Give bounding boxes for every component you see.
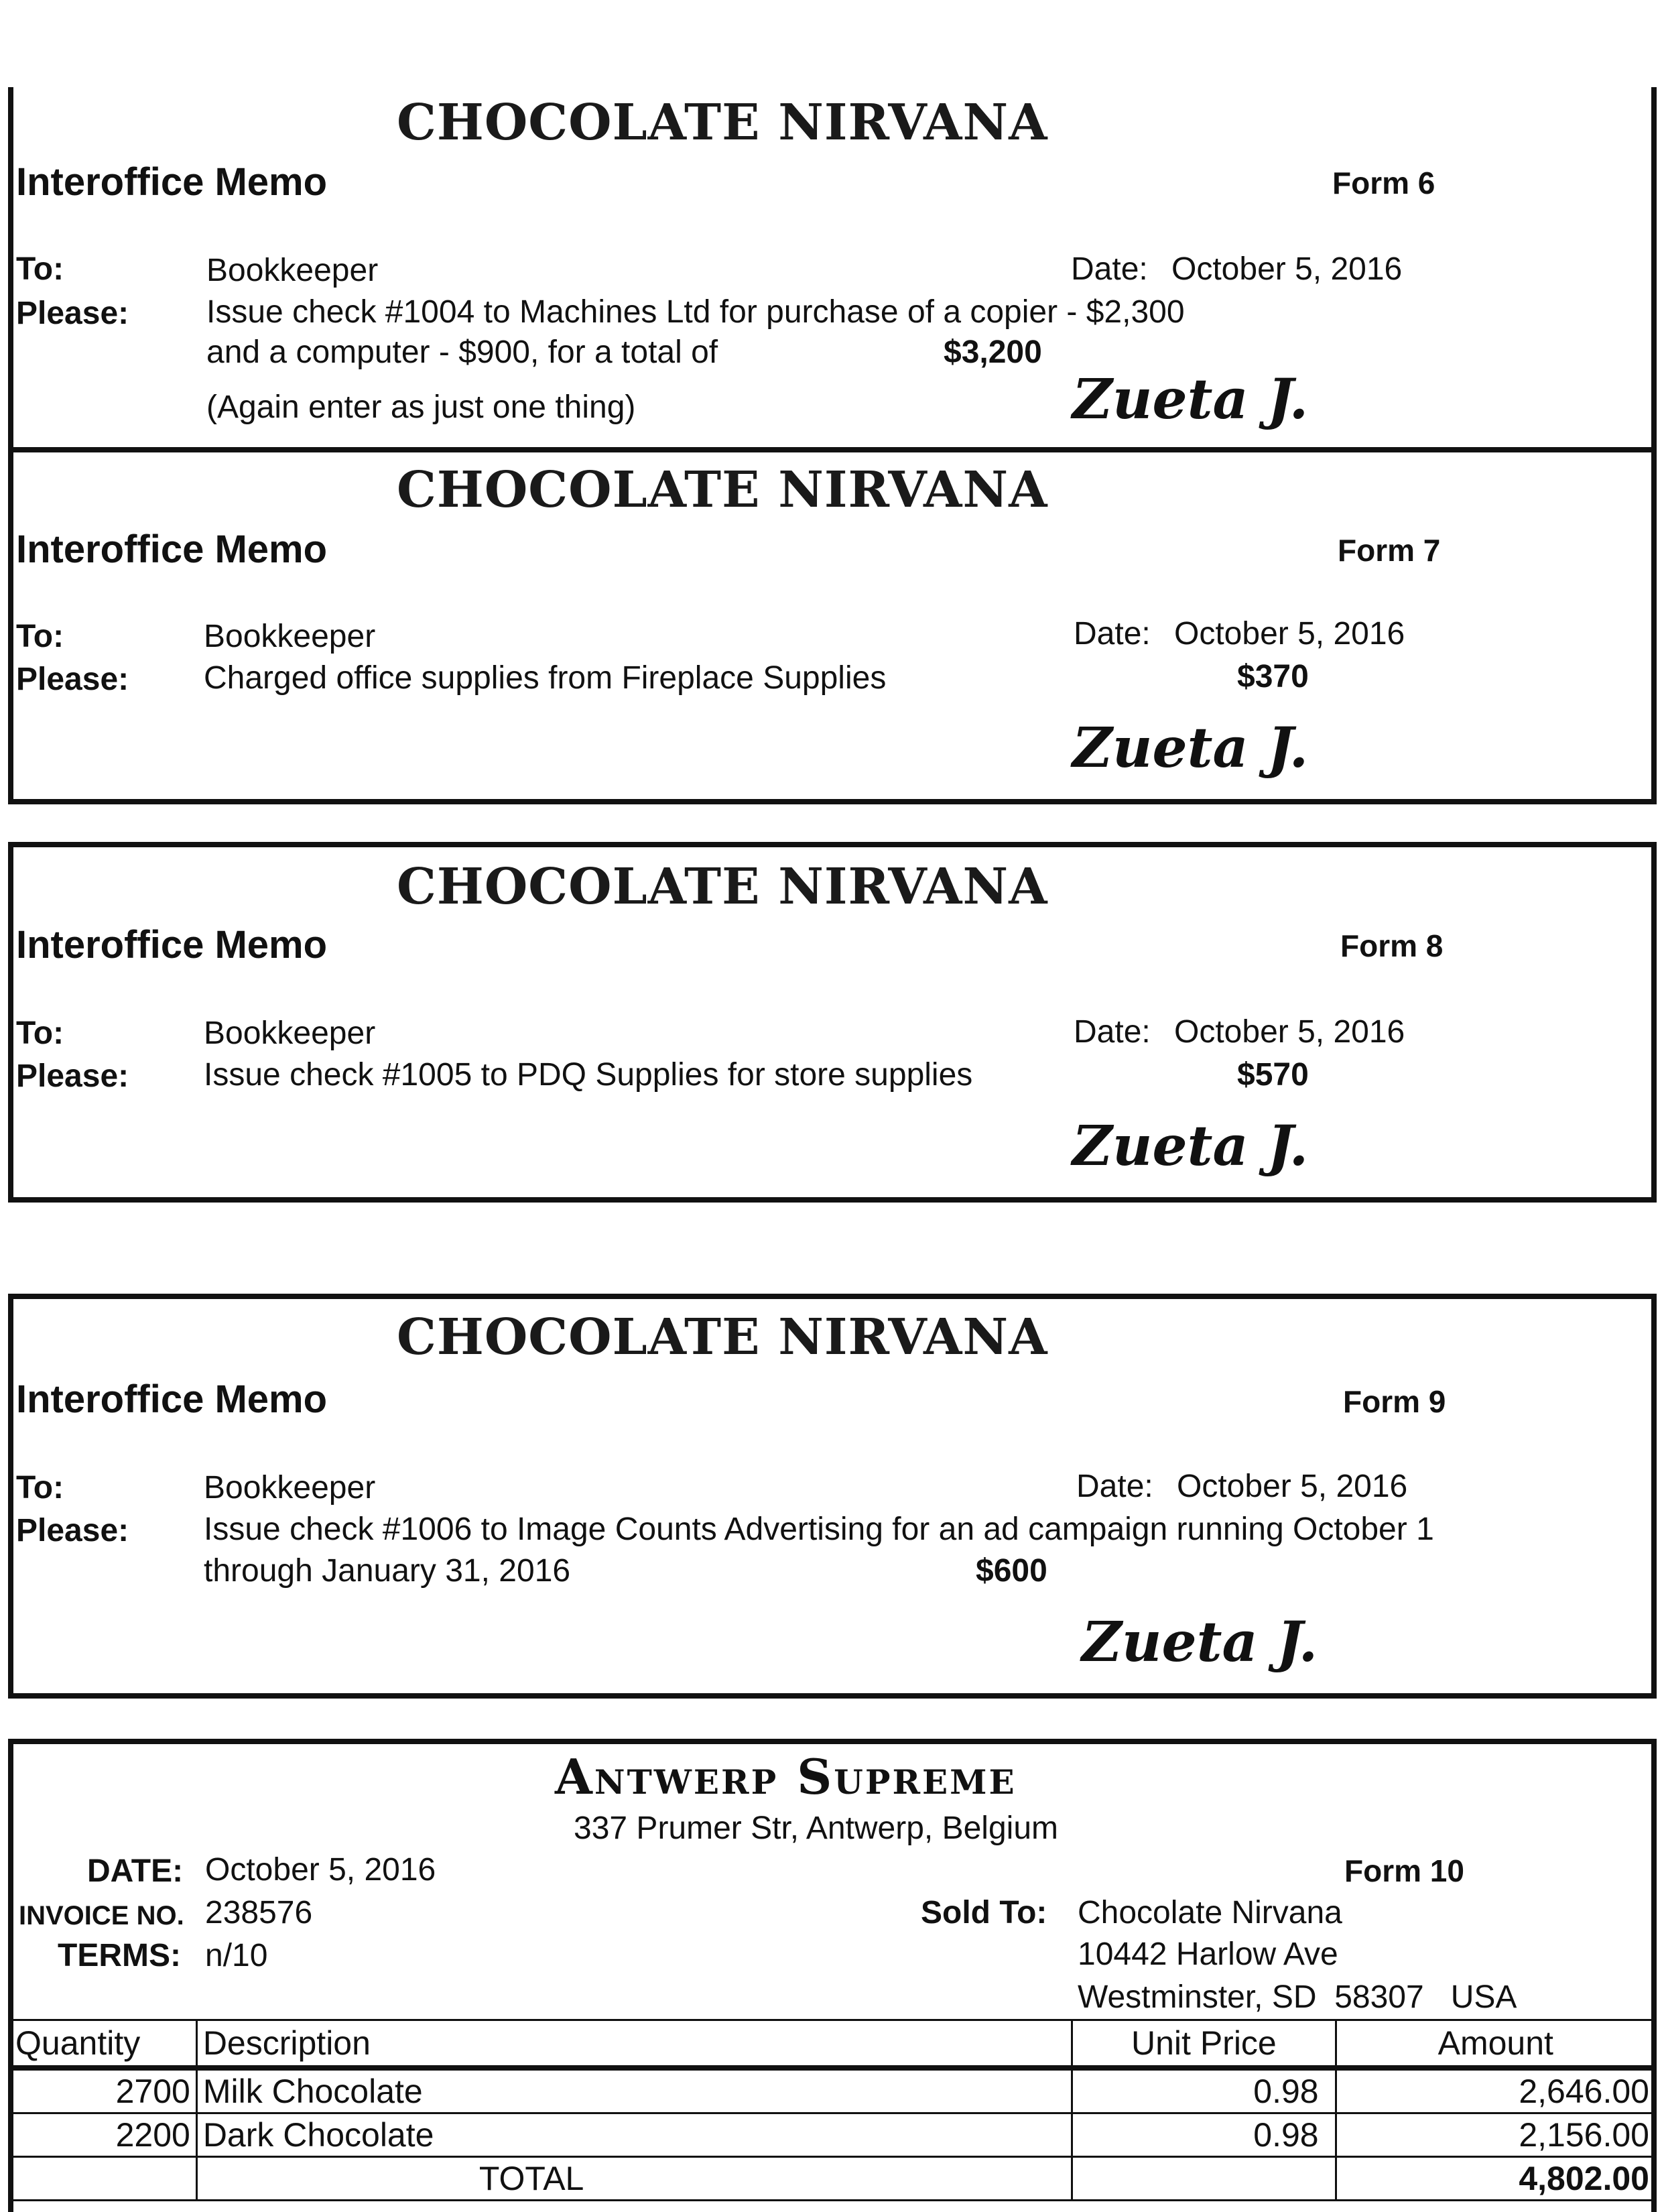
invoice-items-table bbox=[8, 2019, 1657, 2201]
column-header-unit-price: Unit Price bbox=[1072, 2020, 1336, 2069]
memo-brand: CHOCOLATE NIRVANA bbox=[397, 1308, 1048, 1366]
memo-to-label: To: bbox=[16, 1470, 64, 1506]
invoice-address: 337 Prumer Str, Antwerp, Belgium bbox=[574, 1810, 1058, 1846]
memo-form-number: Form 9 bbox=[1343, 1384, 1446, 1419]
memo-line-1: Charged office supplies from Fireplace Supplies bbox=[204, 660, 887, 696]
invoice-terms: n/10 bbox=[205, 1938, 268, 1973]
invoice-date-label: DATE: bbox=[87, 1853, 184, 1889]
column-header-quantity: Quantity bbox=[9, 2020, 197, 2069]
memo-heading: Interoffice Memo bbox=[16, 923, 328, 967]
memo-to: Bookkeeper bbox=[206, 253, 379, 288]
row-unit-price: 0.98 bbox=[1072, 2068, 1336, 2113]
memo-amount: $370 bbox=[1237, 659, 1309, 694]
table-row bbox=[9, 2113, 1656, 2157]
memo-brand: CHOCOLATE NIRVANA bbox=[397, 858, 1048, 916]
memo-form-number: Form 6 bbox=[1332, 166, 1435, 200]
table-header-row bbox=[9, 2020, 1656, 2069]
memo-please-label: Please: bbox=[16, 1058, 129, 1094]
memo-to: Bookkeeper bbox=[204, 1470, 376, 1506]
memo-date-label: Date: bbox=[1074, 616, 1151, 652]
memo-date: October 5, 2016 bbox=[1174, 616, 1405, 652]
memo-line-2: through January 31, 2016 bbox=[204, 1553, 571, 1589]
invoice-sold-to-line-1: Chocolate Nirvana bbox=[1078, 1895, 1342, 1930]
memo-amount: $570 bbox=[1237, 1057, 1309, 1093]
invoice-terms-label: TERMS: bbox=[58, 1938, 181, 1973]
memo-form-number: Form 7 bbox=[1338, 533, 1441, 568]
memo-to: Bookkeeper bbox=[204, 619, 376, 654]
memo-brand: CHOCOLATE NIRVANA bbox=[397, 461, 1048, 519]
row-description: Milk Chocolate bbox=[196, 2068, 1072, 2113]
memo-date-label: Date: bbox=[1071, 251, 1148, 287]
memo-brand: CHOCOLATE NIRVANA bbox=[397, 94, 1048, 151]
row-quantity: 2200 bbox=[9, 2113, 197, 2157]
memo-to: Bookkeeper bbox=[204, 1016, 376, 1051]
memo-line-1: Issue check #1004 to Machines Ltd for purchase of a copier - $2,300 bbox=[206, 294, 1185, 330]
memo-line-3: (Again enter as just one thing) bbox=[206, 389, 636, 425]
row-description: Dark Chocolate bbox=[196, 2113, 1072, 2157]
total-label: TOTAL bbox=[196, 2157, 1072, 2201]
memo-date-label: Date: bbox=[1074, 1014, 1151, 1050]
memo-please-label: Please: bbox=[16, 662, 129, 697]
memo-amount: $600 bbox=[976, 1553, 1047, 1589]
invoice-number-label: INVOICE NO. bbox=[19, 1901, 184, 1930]
invoice-company: Antwerp Supreme bbox=[555, 1748, 1017, 1805]
memo-please-label: Please: bbox=[16, 1513, 129, 1548]
invoice-sold-to-line-3: Westminster, SD 58307 USA bbox=[1078, 1979, 1517, 2015]
memo-please-label: Please: bbox=[16, 296, 129, 331]
memo-date: October 5, 2016 bbox=[1174, 1014, 1405, 1050]
memo-to-label: To: bbox=[16, 251, 64, 287]
invoice-sold-to-label: Sold To: bbox=[921, 1895, 1047, 1930]
column-header-description: Description bbox=[196, 2020, 1072, 2069]
memo-date: October 5, 2016 bbox=[1177, 1469, 1408, 1504]
memo-date-label: Date: bbox=[1076, 1469, 1153, 1504]
invoice-form-number: Form 10 bbox=[1344, 1853, 1464, 1888]
invoice-sold-to-line-2: 10442 Harlow Ave bbox=[1078, 1937, 1338, 1972]
row-unit-price: 0.98 bbox=[1072, 2113, 1336, 2157]
memo-signature: Zueta J. bbox=[1072, 367, 1309, 432]
memo-date: October 5, 2016 bbox=[1171, 251, 1403, 287]
row-quantity: 2700 bbox=[9, 2068, 197, 2113]
total-amount: 4,802.00 bbox=[1336, 2157, 1655, 2201]
memo-to-label: To: bbox=[16, 1016, 64, 1051]
table-row bbox=[9, 2068, 1656, 2113]
invoice-date: October 5, 2016 bbox=[205, 1852, 436, 1888]
memo-amount: $3,200 bbox=[944, 334, 1042, 370]
memo-signature: Zueta J. bbox=[1072, 1114, 1309, 1178]
row-amount: 2,156.00 bbox=[1336, 2113, 1655, 2157]
memo-form-number: Form 8 bbox=[1340, 928, 1444, 963]
memo-heading: Interoffice Memo bbox=[16, 160, 328, 204]
memo-heading: Interoffice Memo bbox=[16, 1377, 328, 1421]
memo-heading: Interoffice Memo bbox=[16, 528, 328, 571]
memo-signature: Zueta J. bbox=[1072, 716, 1309, 780]
memo-line-2: and a computer - $900, for a total of bbox=[206, 334, 718, 370]
column-header-amount: Amount bbox=[1336, 2020, 1655, 2069]
memo-to-label: To: bbox=[16, 619, 64, 654]
invoice-number: 238576 bbox=[205, 1895, 313, 1930]
memo-signature: Zueta J. bbox=[1082, 1610, 1318, 1674]
memo-line-1: Issue check #1006 to Image Counts Advertising for an ad campaign running October 1 bbox=[204, 1512, 1434, 1547]
memo-line-1: Issue check #1005 to PDQ Supplies for store supplies bbox=[204, 1057, 973, 1093]
row-amount: 2,646.00 bbox=[1336, 2068, 1655, 2113]
total-row bbox=[9, 2157, 1656, 2201]
